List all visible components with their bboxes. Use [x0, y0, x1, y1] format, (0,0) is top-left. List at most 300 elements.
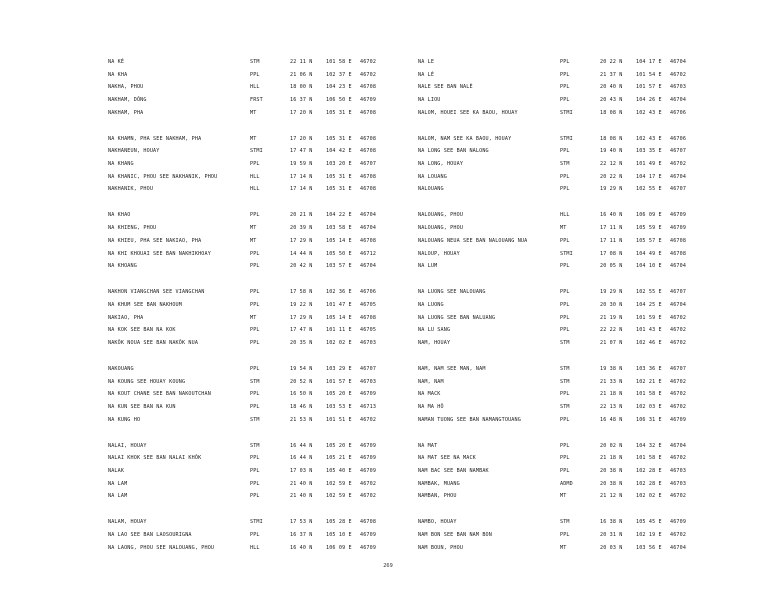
map-code: 46702	[360, 493, 377, 500]
longitude: 103 36 E	[636, 365, 662, 372]
feature-class: PPL	[560, 289, 570, 296]
place-name: NALOUANG, PHOU	[418, 212, 464, 219]
longitude: 101 59 E	[636, 314, 662, 321]
place-name: NALOUANG, PHOU	[418, 225, 464, 232]
longitude: 105 10 E	[326, 532, 352, 539]
feature-class: PPL	[250, 212, 260, 219]
map-code: 46702	[670, 314, 687, 321]
place-name: NA KHAMN, PHA SEE NAKHAM, PHA	[108, 135, 202, 142]
map-code: 46708	[670, 250, 687, 257]
longitude: 101 58 E	[636, 455, 662, 462]
feature-class: PPL	[250, 161, 260, 168]
latitude: 21 53 N	[290, 416, 313, 423]
feature-class: FRST	[250, 97, 263, 104]
map-code: 46703	[360, 378, 377, 385]
longitude: 102 28 E	[636, 468, 662, 475]
latitude: 18 08 N	[600, 135, 623, 142]
latitude: 20 31 N	[600, 532, 623, 539]
place-name: NAKÔK NOUA SEE BAN NAKÔK NUA	[108, 339, 199, 346]
longitude: 104 17 E	[636, 173, 662, 180]
latitude: 20 03 N	[600, 544, 623, 551]
feature-class: PPL	[560, 71, 570, 78]
latitude: 20 35 N	[290, 339, 313, 346]
latitude: 20 38 N	[600, 480, 623, 487]
place-name: NA KHIENG, PHOU	[108, 225, 157, 232]
longitude: 101 43 E	[636, 327, 662, 334]
map-code: 46703	[360, 339, 377, 346]
latitude: 21 07 N	[600, 339, 623, 346]
longitude: 102 19 E	[636, 532, 662, 539]
feature-class: STM	[250, 442, 260, 449]
map-code: 46708	[360, 84, 377, 91]
longitude: 105 20 E	[326, 442, 352, 449]
feature-class: STMI	[560, 250, 573, 257]
place-name: NA LUONG	[418, 301, 444, 308]
place-name: NALOM, NAM SEE KA BAOU, HOUAY	[418, 135, 512, 142]
feature-class: PPL	[560, 263, 570, 270]
feature-class: STM	[250, 59, 260, 65]
map-code: 46707	[670, 148, 687, 155]
feature-class: STMI	[250, 148, 263, 155]
feature-class: PPL	[250, 493, 260, 500]
longitude: 102 59 E	[326, 493, 352, 500]
longitude: 102 43 E	[636, 109, 662, 116]
feature-class: STM	[560, 404, 570, 410]
longitude: 101 51 E	[326, 416, 352, 423]
latitude: 17 47 N	[290, 327, 313, 334]
map-code: 46704	[670, 97, 687, 104]
feature-class: STM	[560, 161, 570, 168]
longitude: 103 20 E	[326, 161, 352, 168]
longitude: 104 32 E	[636, 442, 662, 449]
place-name: NAKHA, PHOU	[108, 84, 144, 91]
map-code: 46707	[670, 186, 687, 193]
map-code: 46709	[670, 212, 687, 219]
feature-class: PPL	[250, 468, 260, 475]
place-name: NA LOUANG	[418, 173, 447, 180]
latitude: 17 29 N	[290, 314, 313, 321]
map-code: 46702	[670, 404, 687, 410]
feature-class: STM	[560, 339, 570, 346]
latitude: 20 39 N	[290, 225, 313, 232]
latitude: 19 38 N	[600, 365, 623, 372]
feature-class: MT	[560, 544, 567, 551]
map-code: 46704	[670, 301, 687, 308]
latitude: 17 20 N	[290, 135, 313, 142]
longitude: 102 02 E	[636, 493, 662, 500]
map-code: 46709	[360, 97, 377, 104]
feature-class: PPL	[560, 173, 570, 180]
longitude: 105 31 E	[326, 173, 352, 180]
longitude: 104 42 E	[326, 148, 352, 155]
place-name: NA KHOANG	[108, 263, 137, 270]
latitude: 17 47 N	[290, 148, 313, 155]
latitude: 20 38 N	[600, 468, 623, 475]
map-code: 46704	[670, 442, 687, 449]
map-code: 46708	[670, 237, 687, 244]
map-code: 46708	[360, 135, 377, 142]
latitude: 21 40 N	[290, 480, 313, 487]
map-code: 46704	[360, 263, 377, 270]
latitude: 19 54 N	[290, 365, 313, 372]
latitude: 20 02 N	[600, 442, 623, 449]
longitude: 105 50 E	[326, 250, 352, 257]
latitude: 20 05 N	[600, 263, 623, 270]
place-name: NALAI, HOUAY	[108, 442, 147, 449]
latitude: 14 44 N	[290, 250, 313, 257]
place-name: NAM, NAM	[418, 378, 444, 385]
feature-class: HLL	[250, 186, 260, 193]
place-name: NAKHON VIANGCHAN SEE VIANGCHAN	[108, 289, 205, 296]
feature-class: STM	[560, 378, 570, 385]
latitude: 17 03 N	[290, 468, 313, 475]
feature-class: MT	[250, 237, 257, 244]
latitude: 20 22 N	[600, 59, 623, 65]
longitude: 106 31 E	[636, 416, 662, 423]
map-code: 46705	[360, 301, 377, 308]
longitude: 101 49 E	[636, 161, 662, 168]
place-name: NA LONG SEE BAN NALONG	[418, 148, 489, 155]
map-code: 46702	[670, 391, 687, 398]
longitude: 105 28 E	[326, 519, 352, 526]
place-name: NALOUANG	[418, 186, 444, 193]
latitude: 21 40 N	[290, 493, 313, 500]
latitude: 19 59 N	[290, 161, 313, 168]
place-name: NAMBAK, MUANG	[418, 480, 460, 487]
map-code: 46706	[360, 289, 377, 296]
longitude: 102 36 E	[326, 289, 352, 296]
latitude: 22 12 N	[600, 161, 623, 168]
map-code: 46704	[670, 544, 687, 551]
map-code: 46709	[670, 225, 687, 232]
feature-class: STM	[250, 416, 260, 423]
longitude: 102 59 E	[326, 480, 352, 487]
map-code: 46707	[670, 289, 687, 296]
feature-class: MT	[560, 225, 567, 232]
map-code: 46707	[360, 161, 377, 168]
place-name: NA LIOU	[418, 97, 441, 104]
feature-class: PPL	[560, 301, 570, 308]
latitude: 17 58 N	[290, 289, 313, 296]
map-code: 46706	[670, 109, 687, 116]
map-code: 46702	[670, 378, 687, 385]
latitude: 17 14 N	[290, 186, 313, 193]
place-name: NA KOUT CHANE SEE BAN NAKOUTCHAN	[108, 391, 211, 398]
feature-class: PPL	[250, 301, 260, 308]
map-code: 46708	[360, 148, 377, 155]
place-name: NA LAONG, PHOU SEE NALOUANG, PHOU	[108, 544, 215, 551]
latitude: 22 22 N	[600, 327, 623, 334]
feature-class: PPL	[250, 391, 260, 398]
feature-class: PPL	[560, 186, 570, 193]
latitude: 17 20 N	[290, 109, 313, 116]
map-code: 46702	[670, 71, 687, 78]
feature-class: ADMD	[560, 480, 573, 487]
longitude: 105 45 E	[636, 519, 662, 526]
feature-class: PPL	[560, 391, 570, 398]
place-name: NA LUM	[418, 263, 438, 270]
latitude: 21 12 N	[600, 493, 623, 500]
feature-class: PPL	[250, 250, 260, 257]
place-name: NA LAM	[108, 480, 128, 487]
place-name: NA KUNG HO	[108, 416, 141, 423]
latitude: 20 22 N	[600, 173, 623, 180]
longitude: 105 31 E	[326, 135, 352, 142]
place-name: NA MAT SEE NA MACK	[418, 455, 476, 462]
longitude: 101 57 E	[636, 84, 662, 91]
feature-class: PPL	[560, 148, 570, 155]
map-code: 46709	[360, 455, 377, 462]
map-code: 46706	[670, 135, 687, 142]
place-name: NA LÈ	[418, 71, 435, 78]
feature-class: PPL	[560, 59, 570, 65]
latitude: 16 48 N	[600, 416, 623, 423]
map-code: 46704	[670, 263, 687, 270]
place-name: NA MAT	[418, 442, 438, 449]
longitude: 106 50 E	[326, 97, 352, 104]
longitude: 105 21 E	[326, 455, 352, 462]
feature-class: STMI	[560, 135, 573, 142]
feature-class: PPL	[250, 365, 260, 372]
map-code: 46707	[360, 365, 377, 372]
place-name: NAMAN TUONG SEE BAN NAMANGTOUANG	[418, 416, 521, 423]
latitude: 16 40 N	[600, 212, 623, 219]
longitude: 104 25 E	[636, 301, 662, 308]
longitude: 105 40 E	[326, 468, 352, 475]
feature-class: MT	[250, 109, 257, 116]
feature-class: PPL	[560, 442, 570, 449]
feature-class: PPL	[250, 327, 260, 334]
place-name: NA MACK	[418, 391, 441, 398]
place-name: NALAM, HOUAY	[108, 519, 147, 526]
feature-class: PPL	[250, 263, 260, 270]
feature-class: PPL	[250, 532, 260, 539]
feature-class: PPL	[250, 339, 260, 346]
feature-class: PPL	[560, 532, 570, 539]
longitude: 104 10 E	[636, 263, 662, 270]
place-name: NAKHAM, DÔNG	[108, 97, 147, 104]
latitude: 20 42 N	[290, 263, 313, 270]
latitude: 19 40 N	[600, 148, 623, 155]
map-code: 46709	[360, 391, 377, 398]
latitude: 17 29 N	[290, 237, 313, 244]
longitude: 104 17 E	[636, 59, 662, 65]
map-code: 46708	[360, 519, 377, 526]
latitude: 16 50 N	[290, 391, 313, 398]
map-code: 46702	[360, 71, 377, 78]
map-code: 46709	[360, 468, 377, 475]
longitude: 105 14 E	[326, 237, 352, 244]
feature-class: PPL	[560, 237, 570, 244]
place-name: NA KHA	[108, 71, 128, 78]
map-code: 46702	[360, 59, 377, 65]
latitude: 19 22 N	[290, 301, 313, 308]
place-name: NALOUP, HOUAY	[418, 250, 460, 257]
latitude: 19 29 N	[600, 289, 623, 296]
longitude: 105 59 E	[636, 225, 662, 232]
longitude: 105 57 E	[636, 237, 662, 244]
longitude: 102 46 E	[636, 339, 662, 346]
map-code: 46702	[670, 339, 687, 346]
map-code: 46707	[670, 365, 687, 372]
longitude: 105 20 E	[326, 391, 352, 398]
longitude: 103 35 E	[636, 148, 662, 155]
place-name: NA LE	[418, 59, 435, 65]
feature-class: HLL	[250, 173, 260, 180]
map-code: 46708	[360, 109, 377, 116]
latitude: 20 21 N	[290, 212, 313, 219]
feature-class: PPL	[560, 416, 570, 423]
place-name: NALOUANG NEUA SEE BAN NALOUANG NUA	[418, 237, 528, 244]
map-code: 46702	[670, 161, 687, 168]
longitude: 102 37 E	[326, 71, 352, 78]
longitude: 102 03 E	[636, 404, 662, 410]
feature-class: PPL	[250, 455, 260, 462]
map-code: 46704	[360, 225, 377, 232]
map-code: 46703	[670, 468, 687, 475]
place-name: NA KÉ	[108, 59, 125, 65]
longitude: 105 14 E	[326, 314, 352, 321]
map-code: 46709	[360, 544, 377, 551]
place-name: NALAI KHOK SEE BAN NALAI KHÔK	[108, 455, 202, 462]
place-name: NAM BON SEE BAN NAM BON	[418, 532, 492, 539]
longitude: 104 22 E	[326, 212, 352, 219]
latitude: 21 18 N	[600, 455, 623, 462]
longitude: 103 58 E	[326, 225, 352, 232]
page-number: 269	[383, 563, 393, 569]
longitude: 103 56 E	[636, 544, 662, 551]
place-name: NA KOK SEE BAN NA KOK	[108, 327, 176, 334]
feature-class: PPL	[560, 468, 570, 475]
longitude: 102 55 E	[636, 289, 662, 296]
feature-class: PPL	[560, 327, 570, 334]
place-name: NAKHANIK, PHOU	[108, 186, 154, 193]
feature-class: PPL	[560, 314, 570, 321]
feature-class: STM	[250, 378, 260, 385]
longitude: 104 23 E	[326, 84, 352, 91]
latitude: 17 53 N	[290, 519, 313, 526]
feature-class: HLL	[560, 212, 570, 219]
latitude: 18 08 N	[600, 109, 623, 116]
feature-class: MT	[250, 135, 257, 142]
place-name: NAMBAN, PHOU	[418, 493, 457, 500]
longitude: 103 53 E	[326, 404, 352, 410]
map-code: 46702	[670, 532, 687, 539]
feature-class: PPL	[250, 71, 260, 78]
longitude: 102 55 E	[636, 186, 662, 193]
place-name: NAM, NAM SEE MAN, NAM	[418, 365, 486, 372]
longitude: 101 54 E	[636, 71, 662, 78]
feature-class: MT	[250, 314, 257, 321]
feature-class: MT	[560, 493, 567, 500]
place-name: NA KHANG	[108, 161, 134, 168]
place-name: NA KHANIC, PHOU SEE NAKHANIK, PHOU	[108, 173, 218, 180]
longitude: 102 02 E	[326, 339, 352, 346]
map-code: 46709	[360, 442, 377, 449]
longitude: 101 57 E	[326, 378, 352, 385]
latitude: 21 19 N	[600, 314, 623, 321]
map-code: 46709	[360, 532, 377, 539]
map-code: 46703	[670, 84, 687, 91]
place-name: NA KHIEU, PHA SEE NAKIAO, PHA	[108, 237, 202, 244]
latitude: 17 11 N	[600, 225, 623, 232]
place-name: NA LUONG SEE BAN NALUANG	[418, 314, 496, 321]
map-code: 46704	[360, 212, 377, 219]
feature-class: HLL	[250, 544, 260, 551]
map-code: 46702	[670, 455, 687, 462]
place-name: NA KOUNG SEE HOUAY KOUNG	[108, 378, 186, 385]
feature-class: HLL	[250, 84, 260, 91]
map-code: 46708	[360, 314, 377, 321]
latitude: 16 44 N	[290, 442, 313, 449]
map-code: 46702	[670, 327, 687, 334]
longitude: 105 31 E	[326, 109, 352, 116]
place-name: NAKIAO, PHA	[108, 314, 144, 321]
map-code: 46704	[670, 59, 687, 65]
map-code: 46702	[670, 493, 687, 500]
place-name: NA KHUM SEE BAN NAKHOUM	[108, 301, 182, 308]
place-name: NA MA HÔ	[418, 404, 444, 410]
latitude: 17 08 N	[600, 250, 623, 257]
latitude: 21 33 N	[600, 378, 623, 385]
latitude: 20 52 N	[290, 378, 313, 385]
longitude: 101 58 E	[326, 59, 352, 65]
longitude: 101 58 E	[636, 391, 662, 398]
latitude: 21 37 N	[600, 71, 623, 78]
place-name: NALOM, HOUEI SEE KA BAOU, HOUAY	[418, 109, 518, 116]
place-name: NAKHANEUN, HOUAY	[108, 148, 160, 155]
longitude: 102 43 E	[636, 135, 662, 142]
map-code: 46709	[670, 519, 687, 526]
place-name: NA LU SANG	[418, 327, 451, 334]
longitude: 101 47 E	[326, 301, 352, 308]
longitude: 104 49 E	[636, 250, 662, 257]
latitude: 18 46 N	[290, 404, 313, 410]
longitude: 106 09 E	[326, 544, 352, 551]
longitude: 102 21 E	[636, 378, 662, 385]
place-name: NALAK	[108, 468, 125, 475]
latitude: 20 40 N	[600, 84, 623, 91]
longitude: 102 28 E	[636, 480, 662, 487]
latitude: 21 06 N	[290, 71, 313, 78]
latitude: 22 11 N	[290, 59, 313, 65]
latitude: 16 44 N	[290, 455, 313, 462]
longitude: 105 31 E	[326, 186, 352, 193]
feature-class: STM	[560, 365, 570, 372]
map-code: 46708	[360, 186, 377, 193]
feature-class: MT	[250, 225, 257, 232]
map-code: 46708	[360, 173, 377, 180]
latitude: 20 30 N	[600, 301, 623, 308]
place-name: NA LAM	[108, 493, 128, 500]
latitude: 16 40 N	[290, 544, 313, 551]
map-code: 46712	[360, 250, 377, 257]
place-name: NAM BOUN, PHOU	[418, 544, 464, 551]
longitude: 101 11 E	[326, 327, 352, 334]
latitude: 16 38 N	[600, 519, 623, 526]
place-name: NAM, HOUAY	[418, 339, 451, 346]
map-code: 46702	[360, 416, 377, 423]
feature-class: PPL	[250, 480, 260, 487]
map-code: 46713	[360, 404, 377, 410]
latitude: 22 13 N	[600, 404, 623, 410]
latitude: 17 11 N	[600, 237, 623, 244]
place-name: NAM BAC SEE BAN NAMBAK	[418, 468, 489, 475]
latitude: 20 43 N	[600, 97, 623, 104]
feature-class: PPL	[250, 289, 260, 296]
place-name: NA LONG, HOUAY	[418, 161, 464, 168]
place-name: NA LUONG SEE NALOUANG	[418, 289, 486, 296]
